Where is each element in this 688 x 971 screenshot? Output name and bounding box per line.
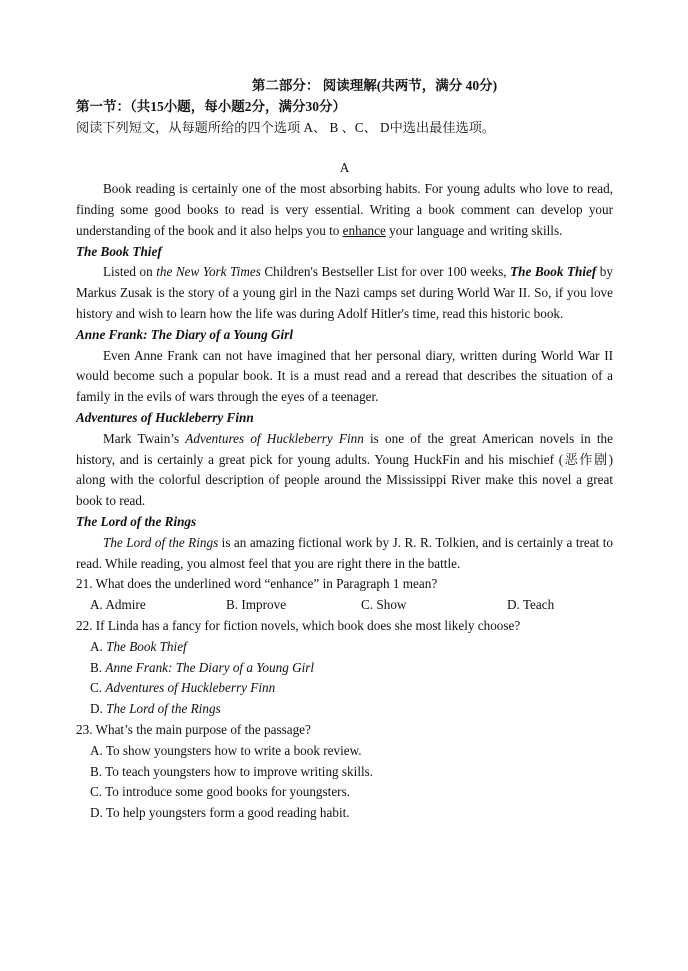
- italic-title: The Lord of the Rings: [103, 534, 219, 550]
- part-title: 第二部分： 阅读理解(共两节，满分 40分): [251, 78, 498, 93]
- option-text: The Book Thief: [106, 638, 187, 654]
- underlined-word: enhance: [342, 222, 386, 238]
- exam-page: [76, 76, 613, 824]
- italic-title: Adventures of Huckleberry Finn: [185, 430, 364, 446]
- question-stem-22: 22. If Linda has a fancy for fiction novels, which book does she most likely choose?: [76, 617, 521, 633]
- book-heading-anne-frank: Anne Frank: The Diary of a Young Girl: [76, 326, 294, 342]
- intro-paragraph: [76, 179, 613, 241]
- text: is an amazing fictional work by J. R. R. Tolkien, and is certainly a treat to read. While reading, you almost feel that you are right there in the battle.: [76, 534, 613, 571]
- option-a: A. Admire: [90, 597, 146, 613]
- book-paragraph-book-thief: [76, 262, 613, 324]
- question-stem-23: 23. What’s the main purpose of the passage?: [76, 721, 311, 737]
- option-b: B. To teach youngsters how to improve writing skills.: [90, 763, 374, 779]
- intro-text-b: your language and writing skills.: [385, 222, 563, 238]
- option-letter: D.: [90, 701, 107, 717]
- passage-label: A: [339, 160, 350, 176]
- option-text: Anne Frank: The Diary of a Young Girl: [105, 659, 315, 675]
- option-b: B. Improve: [226, 597, 287, 613]
- instruction-text: 阅读下列短文，从每题所给的四个选项 A、 B 、C、 D中选出最佳选项。: [76, 119, 496, 135]
- book-paragraph-huckleberry-finn: [76, 429, 613, 512]
- option-text: Adventures of Huckleberry Finn: [105, 680, 276, 696]
- option-letter: C.: [90, 680, 106, 696]
- text: is one of the great American novels in the history, and is certainly a great pick for young adults. Young HuckFin and his mischief (恶作剧) along with the colorful description of people around the Mississippi River make this novel a great book to read.: [76, 430, 613, 509]
- book-heading-huckleberry-finn: Adventures of Huckleberry Finn: [76, 409, 254, 425]
- book-paragraph-lord-of-the-rings: [76, 533, 613, 575]
- option-c: [76, 678, 613, 699]
- book-heading-book-thief: The Book Thief: [76, 243, 162, 259]
- option-c: C. Show: [361, 597, 407, 613]
- text: Mark Twain’s: [103, 430, 186, 446]
- intro-text-a: Book reading is certainly one of the most absorbing habits. For young adults who love to read, finding some good books to read is very essential. Writing a book comment can develop your understanding of the book and it also helps you to: [76, 181, 613, 238]
- option-text: The Lord of the Rings: [106, 701, 221, 717]
- italic-text: the New York Times: [156, 264, 261, 280]
- section-title: 第一节：（共15小题，每小题2分，满分30分）: [76, 98, 346, 114]
- option-d: D. Teach: [507, 597, 555, 613]
- question-stem-21: 21. What does the underlined word “enhance” in Paragraph 1 mean?: [76, 576, 438, 592]
- option-a: [76, 637, 613, 658]
- option-d: D. To help youngsters form a good reading habit.: [90, 805, 350, 821]
- option-letter: B.: [90, 659, 106, 675]
- option-b: [76, 658, 613, 679]
- bold-italic-title: The Book Thief: [510, 264, 597, 280]
- question-options-21: [76, 595, 613, 616]
- option-d: [76, 699, 613, 720]
- option-c: C. To introduce some good books for youngsters.: [90, 784, 350, 800]
- option-letter: A.: [90, 638, 107, 654]
- text: by Markus Zusak is the story of a young girl in the Nazi camps set during World War II. So, if you love history and wish to learn how the life was during Adolf Hitler's time, read this historic book.: [76, 264, 613, 321]
- text: Children's Bestseller List for over 100 weeks,: [260, 264, 511, 280]
- book-heading-lord-of-the-rings: The Lord of the Rings: [76, 513, 197, 529]
- book-paragraph-anne-frank: Even Anne Frank can not have imagined that her personal diary, written during World War II would become such a popular book. It is a must read and a reread that describes the situation of a family in the evils of wars through the eyes of a teenager.: [76, 347, 613, 405]
- text: Listed on: [103, 264, 157, 280]
- option-a: A. To show youngsters how to write a book review.: [90, 742, 362, 758]
